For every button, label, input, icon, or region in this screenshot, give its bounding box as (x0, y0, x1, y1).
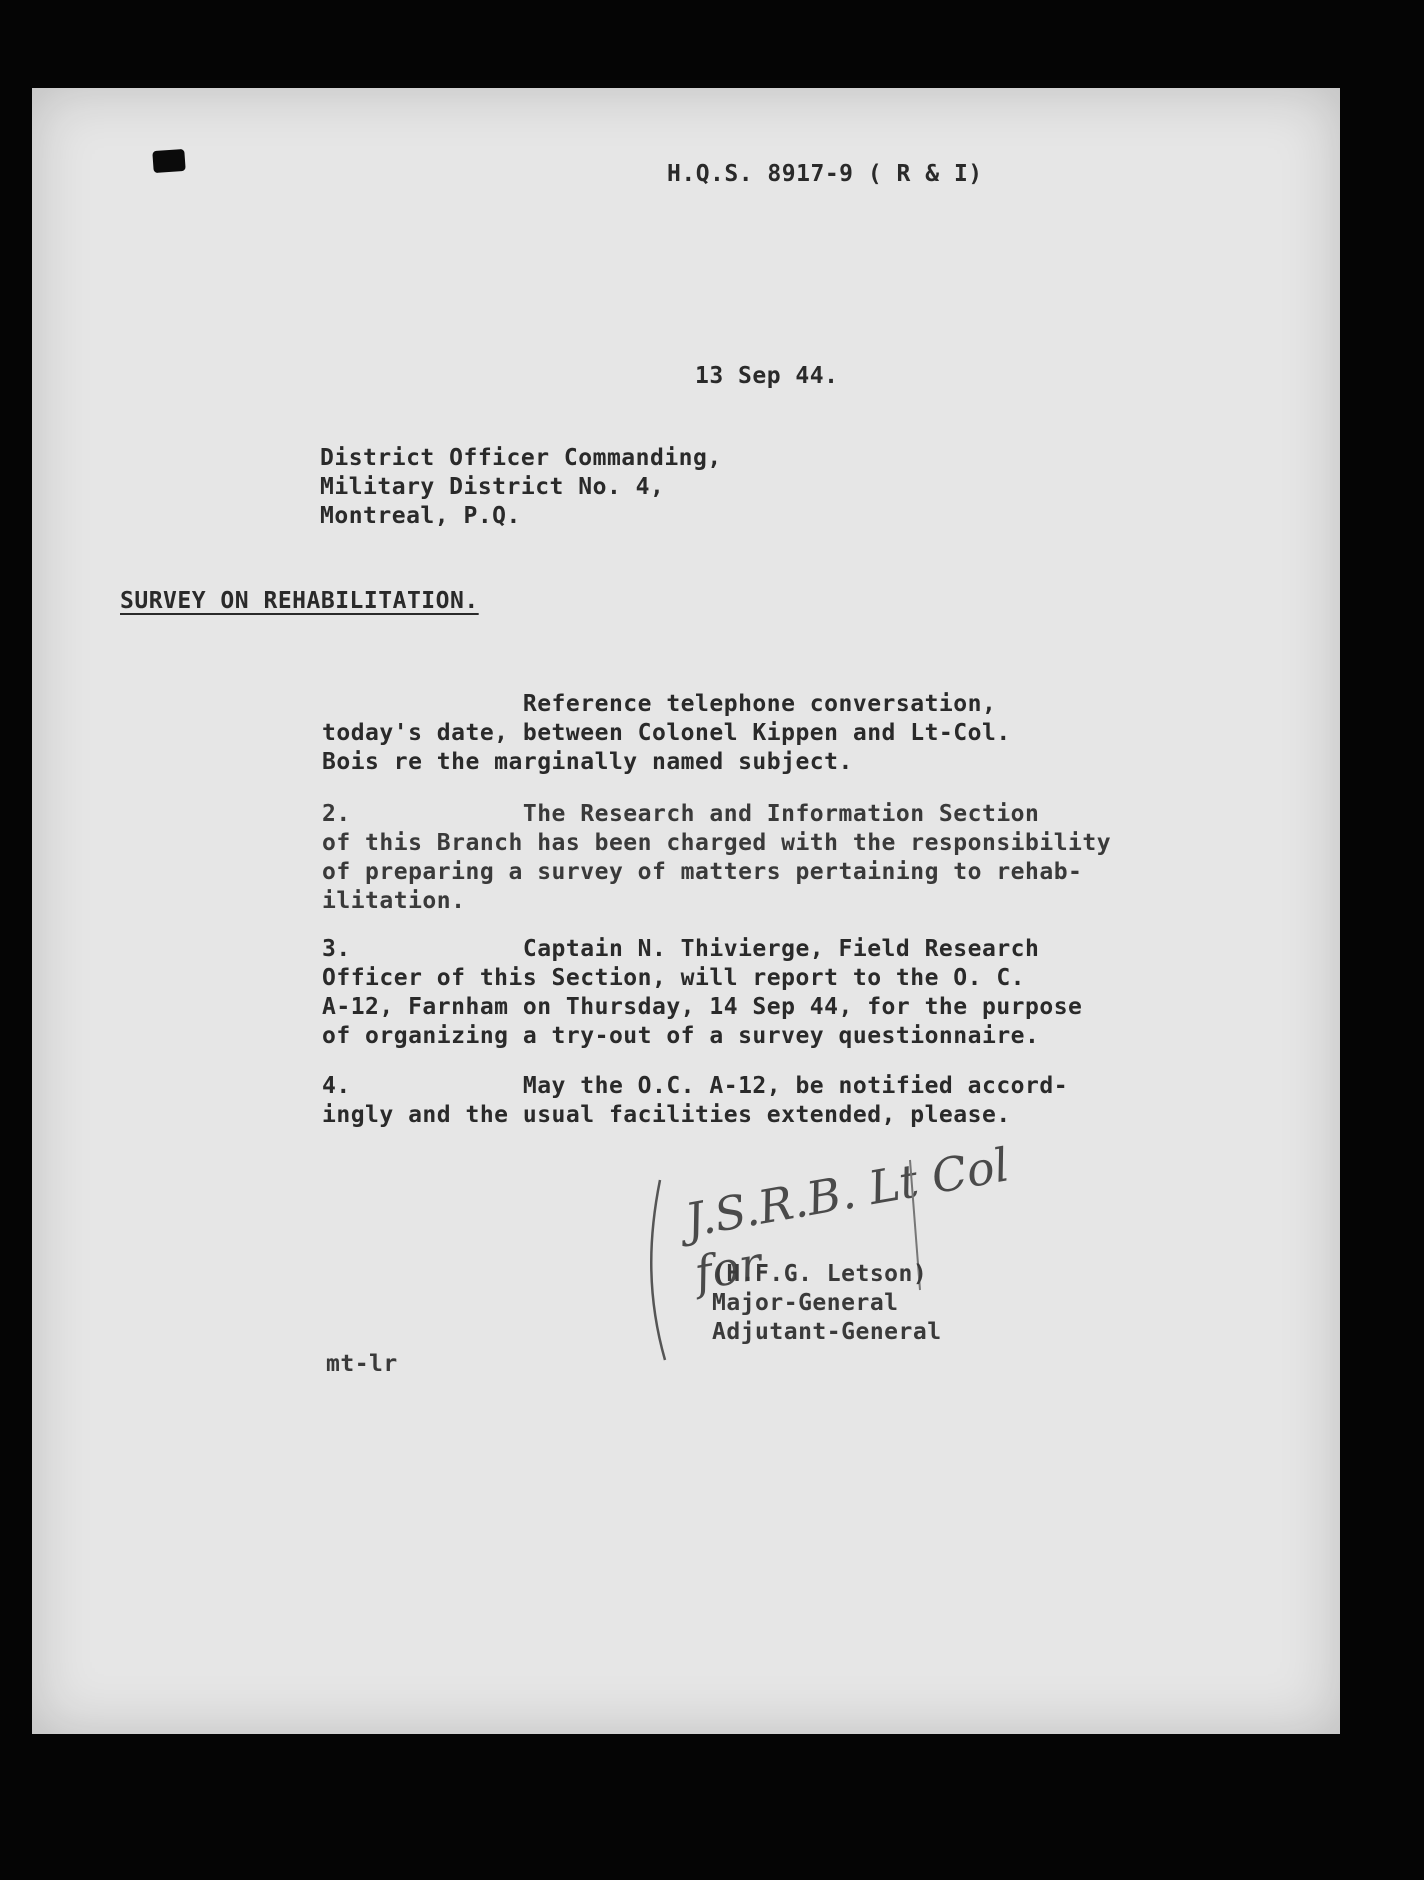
punch-hole-mark (152, 149, 185, 173)
typist-initials: mt-lr (326, 1351, 398, 1377)
paragraph-2: 2. The Research and Information Section of this Branch has been charged with the responsibility of preparing a survey of matters pertaining to rehab- ilitation. (322, 801, 1112, 914)
subject-heading: SURVEY ON REHABILITATION. (120, 588, 479, 614)
addressee-line: Military District No. 4, (320, 474, 665, 500)
addressee-line: District Officer Commanding, (320, 445, 722, 471)
handwritten-signature: J.S.R.B. Lt Col for (681, 1137, 1014, 1301)
signature-block (712, 1260, 942, 1347)
paragraph-3: 3. Captain N. Thivierge, Field Research Officer of this Section, will report to the O. C. A-12, Farnham on Thursday, 14 Sep 44, for the purpose of organizing a try-out of a survey questionnaire. (322, 936, 1083, 1049)
signatory-name: (H.F.G. Letson) (712, 1261, 928, 1287)
paragraph-1: Reference telephone conversation, today's date, between Colonel Kippen and Lt-Col. Bois re the marginally named subject. (322, 691, 1011, 775)
signatory-rank: Major-General (712, 1290, 899, 1316)
file-reference: H.Q.S. 8917-9 ( R & I) (667, 161, 983, 187)
signatory-title: Adjutant-General (712, 1319, 942, 1345)
addressee-line: Montreal, P.Q. (320, 503, 521, 529)
letter-date: 13 Sep 44. (695, 363, 839, 389)
paragraph-4: 4. May the O.C. A-12, be notified accord- ingly and the usual facilities extended, please. (322, 1073, 1069, 1128)
addressee-block (320, 444, 722, 531)
